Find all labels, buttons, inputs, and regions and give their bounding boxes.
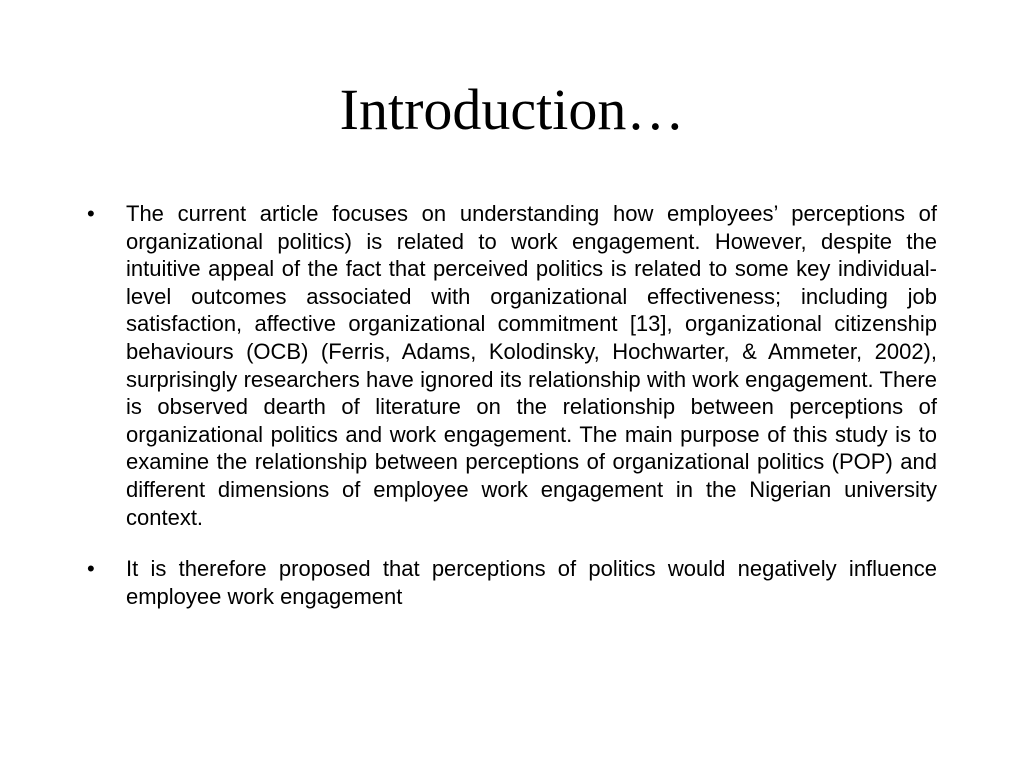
bullet-icon: • <box>87 556 95 582</box>
bullet-list <box>87 200 937 610</box>
bullet-text-1: The current article focuses on understanding how employees’ perceptions of organizational politics) is related to work engagement. However, despite the intuitive appeal of the fact that perceived politics is related to some key individual-level outcomes associated with organizational effectiveness; including job satisfaction, affective organizational commitment [13], organizational citizenship behaviours (OCB) (Ferris, Adams, Kolodinsky, Hochwarter, & Ammeter, 2002), surprisingly researchers have ignored its relationship with work engagement. There is observed dearth of literature on the relationship between perceptions of organizational politics and work engagement. The main purpose of this study is to examine the relationship between perceptions of organizational politics (POP) and different dimensions of employee work engagement in the Nigerian university context. <box>126 201 937 530</box>
bullet-item-1 <box>87 200 937 531</box>
bullet-item-2 <box>87 555 937 610</box>
bullet-icon: • <box>87 201 95 226</box>
slide-title: Introduction… <box>339 77 685 142</box>
bullet-text-2: It is therefore proposed that perceptions of politics would negatively influence employee work engagement <box>126 556 937 609</box>
